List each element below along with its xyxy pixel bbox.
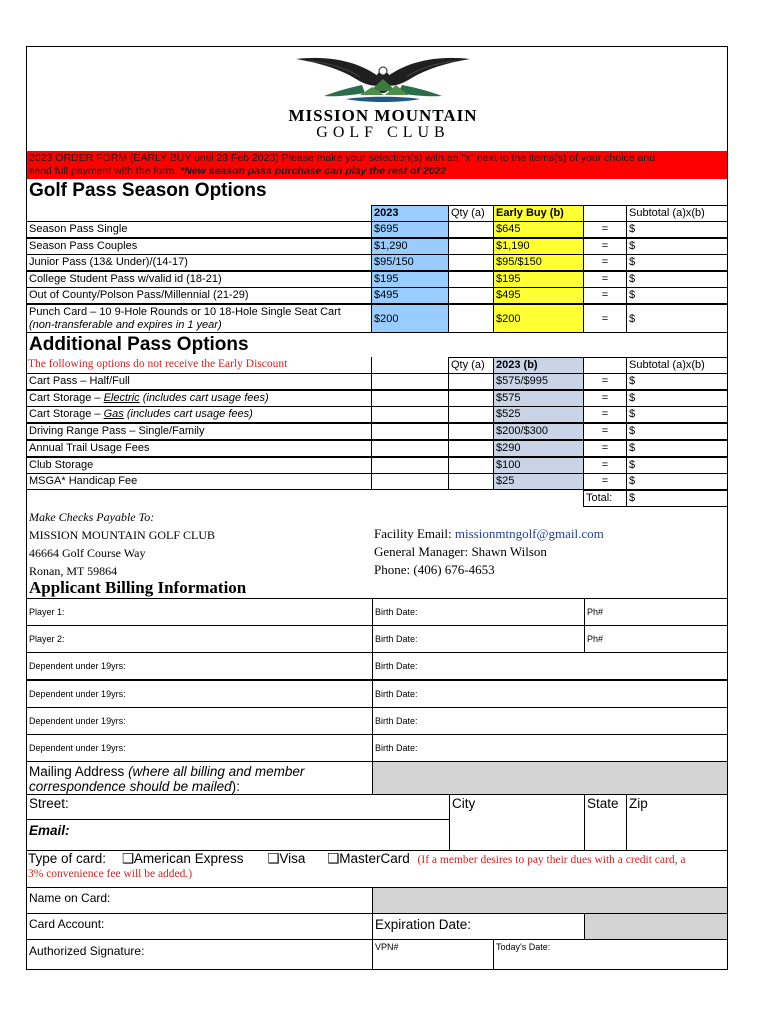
mastercard-label: MasterCard xyxy=(339,851,410,866)
card-type-row xyxy=(28,850,728,869)
total-value[interactable]: $ xyxy=(626,490,728,507)
eagle-logo-icon xyxy=(290,49,476,109)
club-name-line1: MISSION MOUNTAIN xyxy=(288,106,478,125)
punch-card-subtotal[interactable]: $ xyxy=(626,304,728,333)
email-field[interactable]: Email: xyxy=(26,819,450,851)
no-discount-note: The following options do not receive the Early Discount xyxy=(26,357,372,374)
additional-row-label: Club Storage xyxy=(26,457,372,474)
amex-checkbox[interactable]: ❑ xyxy=(121,851,134,866)
additional-row-subtotal[interactable]: $ xyxy=(626,373,728,390)
season-row-early: $495 xyxy=(493,287,584,304)
billing-name-field[interactable]: Dependent under 19yrs: xyxy=(26,680,373,708)
street-field[interactable]: Street: xyxy=(26,794,450,820)
season-row-qty[interactable] xyxy=(448,221,494,238)
season-row-early: $1,190 xyxy=(493,238,584,255)
additional-row-blank xyxy=(371,473,449,490)
additional-row-label: Cart Storage – Gas (includes cart usage fees) xyxy=(26,406,372,423)
card-account-field[interactable]: Card Account: xyxy=(26,913,373,940)
fee-note-line1: (If a member desires to pay their dues with a credit card, a xyxy=(417,854,686,866)
season-row-label: Out of County/Polson Pass/Millennial (21-29) xyxy=(26,287,372,304)
billing-birthdate-field[interactable]: Birth Date: xyxy=(372,680,728,708)
punch-card-label: Punch Card – 10 9-Hole Rounds or 10 18-Hole Single Seat Cart (non-transferable and expires in 1 year) xyxy=(26,304,372,333)
fee-note-line2: 3% convenience fee will be added.) xyxy=(28,868,193,880)
mailing-address-label: Mailing Address (where all billing and member correspondence should be mailed): xyxy=(26,761,373,795)
season-row-label: Junior Pass (13& Under)/(14-17) xyxy=(26,254,372,271)
additional-row-label: Driving Range Pass – Single/Family xyxy=(26,423,372,440)
additional-row-price: $25 xyxy=(493,473,584,490)
billing-title: Applicant Billing Information xyxy=(29,578,247,597)
season-row-subtotal[interactable]: $ xyxy=(626,287,728,304)
billing-name-field[interactable]: Player 2: xyxy=(26,625,373,653)
billing-birthdate-field[interactable]: Birth Date: xyxy=(372,652,728,680)
additional-row-blank xyxy=(371,423,449,440)
add-col-header-subtotal: Subtotal (a)x(b) xyxy=(626,357,728,374)
additional-row-eq: = xyxy=(583,440,627,457)
punch-card-eq: = xyxy=(583,304,627,333)
col-header-blank xyxy=(583,205,627,222)
zip-field[interactable]: Zip xyxy=(626,794,728,851)
additional-row-eq: = xyxy=(583,406,627,423)
additional-options-title: Additional Pass Options xyxy=(29,334,249,355)
facility-email: Facility Email: missionmtngolf@gmail.com xyxy=(374,526,604,541)
billing-name-field[interactable]: Dependent under 19yrs: xyxy=(26,652,373,680)
visa-label: Visa xyxy=(279,851,306,866)
signature-field[interactable]: Authorized Signature: xyxy=(26,939,373,970)
additional-row-label: Annual Trail Usage Fees xyxy=(26,440,372,457)
add-col-header-blank xyxy=(583,357,627,374)
additional-row-price: $525 xyxy=(493,406,584,423)
billing-phone-field[interactable]: Ph# xyxy=(584,598,728,626)
payable-line2: 46664 Golf Course Way xyxy=(29,546,146,560)
additional-row-qty[interactable] xyxy=(448,473,494,490)
additional-row-price: $100 xyxy=(493,457,584,474)
season-row-price: $95/150 xyxy=(371,254,449,271)
billing-name-field[interactable]: Player 1: xyxy=(26,598,373,626)
col-header-subtotal: Subtotal (a)x(b) xyxy=(626,205,728,222)
expiration-shaded xyxy=(584,913,728,940)
amex-label: American Express xyxy=(133,851,244,866)
season-row-eq: = xyxy=(583,238,627,255)
season-row-early: $195 xyxy=(493,271,584,288)
punch-card-qty[interactable] xyxy=(448,304,494,333)
season-row-price: $695 xyxy=(371,221,449,238)
additional-row-subtotal[interactable]: $ xyxy=(626,406,728,423)
visa-checkbox[interactable]: ❑ xyxy=(267,851,280,866)
name-on-card-field[interactable]: Name on Card: xyxy=(26,887,373,914)
season-row-early: $645 xyxy=(493,221,584,238)
add-col-header-qty: Qty (a) xyxy=(448,357,494,374)
vpn-field[interactable]: VPN# xyxy=(372,939,494,970)
additional-row-qty[interactable] xyxy=(448,406,494,423)
banner-line2: send full payment with the form. *New season pass purchase can play the rest of 2022 xyxy=(29,165,447,177)
payable-block xyxy=(29,508,215,580)
col-header-early-buy: Early Buy (b) xyxy=(493,205,584,222)
banner-line1: 2023 ORDER FORM (EARLY BUY until 28 Feb 2023) Please make your selection(s) with an "x" next to the items(s) of your choice and xyxy=(29,152,656,164)
card-type-label: Type of card: xyxy=(28,851,107,866)
additional-row-blank xyxy=(371,406,449,423)
additional-row-blank xyxy=(371,457,449,474)
state-field[interactable]: State xyxy=(584,794,627,851)
billing-name-field[interactable]: Dependent under 19yrs: xyxy=(26,707,373,735)
billing-phone-field[interactable]: Ph# xyxy=(584,625,728,653)
season-row-subtotal[interactable]: $ xyxy=(626,254,728,271)
additional-row-qty[interactable] xyxy=(448,440,494,457)
city-field[interactable]: City xyxy=(449,794,585,851)
billing-birthdate-field[interactable]: Birth Date: xyxy=(372,598,585,626)
additional-row-blank xyxy=(371,390,449,407)
billing-birthdate-field[interactable]: Birth Date: xyxy=(372,734,728,762)
additional-row-blank xyxy=(371,440,449,457)
additional-row-blank xyxy=(371,373,449,390)
additional-row-qty[interactable] xyxy=(448,457,494,474)
season-row-subtotal[interactable]: $ xyxy=(626,221,728,238)
additional-row-qty[interactable] xyxy=(448,373,494,390)
additional-row-subtotal[interactable]: $ xyxy=(626,440,728,457)
season-row-label: College Student Pass w/valid id (18-21) xyxy=(26,271,372,288)
additional-row-eq: = xyxy=(583,373,627,390)
additional-row-subtotal[interactable]: $ xyxy=(626,390,728,407)
season-row-eq: = xyxy=(583,221,627,238)
season-options-title: Golf Pass Season Options xyxy=(29,180,267,201)
contact-block xyxy=(374,525,604,579)
additional-row-label: Cart Pass – Half/Full xyxy=(26,373,372,390)
season-row-eq: = xyxy=(583,287,627,304)
add-col-header-price: 2023 (b) xyxy=(493,357,584,374)
facility-email-link[interactable]: missionmtngolf@gmail.com xyxy=(454,526,604,541)
season-row-label: Season Pass Single xyxy=(26,221,372,238)
additional-row-subtotal[interactable]: $ xyxy=(626,423,728,440)
additional-row-price: $575 xyxy=(493,390,584,407)
season-row-qty[interactable] xyxy=(448,238,494,255)
season-row-eq: = xyxy=(583,271,627,288)
club-name-line2: GOLF CLUB xyxy=(316,124,450,141)
additional-row-eq: = xyxy=(583,390,627,407)
additional-row-label: Cart Storage – Electric (includes cart usage fees) xyxy=(26,390,372,407)
season-row-price: $195 xyxy=(371,271,449,288)
season-row-price: $1,290 xyxy=(371,238,449,255)
additional-row-eq: = xyxy=(583,423,627,440)
payable-line1: MISSION MOUNTAIN GOLF CLUB xyxy=(29,528,216,542)
additional-row-eq: = xyxy=(583,473,627,490)
order-form-banner xyxy=(27,151,727,179)
additional-row-price: $290 xyxy=(493,440,584,457)
col-header-qty: Qty (a) xyxy=(448,205,494,222)
expiration-date-field[interactable]: Expiration Date: xyxy=(372,913,585,940)
general-manager: General Manager: Shawn Wilson xyxy=(374,544,547,559)
billing-name-field[interactable]: Dependent under 19yrs: xyxy=(26,734,373,762)
additional-row-qty[interactable] xyxy=(448,423,494,440)
season-row-qty[interactable] xyxy=(448,271,494,288)
punch-card-price: $200 xyxy=(371,304,449,333)
additional-row-price: $575/$995 xyxy=(493,373,584,390)
additional-row-eq: = xyxy=(583,457,627,474)
phone: Phone: (406) 676-4653 xyxy=(374,562,495,577)
payable-heading: Make Checks Payable To: xyxy=(29,510,155,524)
todays-date-field[interactable]: Today's Date: xyxy=(493,939,728,970)
col-header-2023: 2023 xyxy=(371,205,449,222)
season-row-qty[interactable] xyxy=(448,287,494,304)
season-row-price: $495 xyxy=(371,287,449,304)
payable-line3: Ronan, MT 59864 xyxy=(29,564,118,578)
name-on-card-shaded xyxy=(372,887,728,914)
season-row-subtotal[interactable]: $ xyxy=(626,238,728,255)
season-row-eq: = xyxy=(583,254,627,271)
billing-birthdate-field[interactable]: Birth Date: xyxy=(372,625,585,653)
season-row-qty[interactable] xyxy=(448,254,494,271)
season-row-early: $95/$150 xyxy=(493,254,584,271)
mailing-address-shaded xyxy=(372,761,728,795)
additional-row-subtotal[interactable]: $ xyxy=(626,473,728,490)
season-row-subtotal[interactable]: $ xyxy=(626,271,728,288)
additional-row-qty[interactable] xyxy=(448,390,494,407)
season-row-label: Season Pass Couples xyxy=(26,238,372,255)
additional-row-price: $200/$300 xyxy=(493,423,584,440)
mastercard-checkbox[interactable]: ❑ xyxy=(327,851,340,866)
additional-row-label: MSGA* Handicap Fee xyxy=(26,473,372,490)
total-label: Total: xyxy=(583,490,627,507)
additional-row-subtotal[interactable]: $ xyxy=(626,457,728,474)
billing-birthdate-field[interactable]: Birth Date: xyxy=(372,707,728,735)
punch-card-early: $200 xyxy=(493,304,584,333)
